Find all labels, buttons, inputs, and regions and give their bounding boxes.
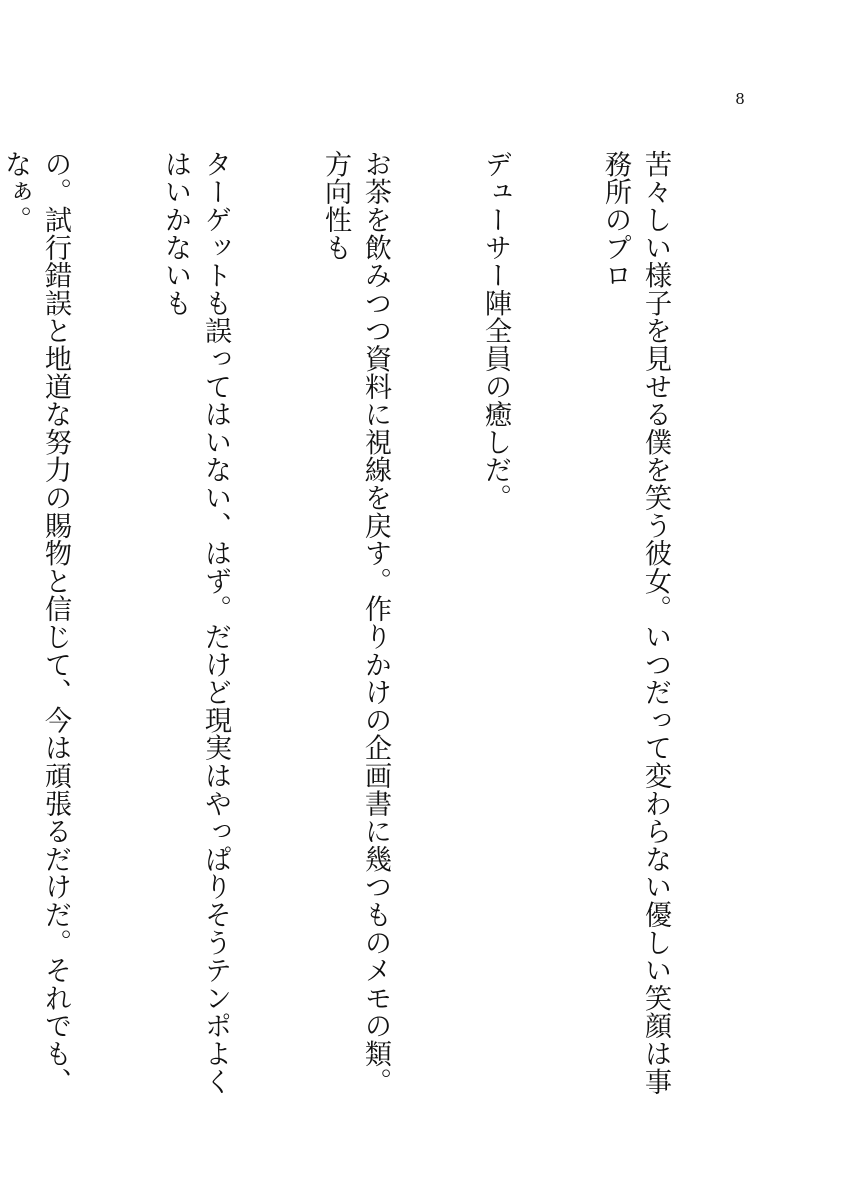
text-line: デューサー陣全員の癒しだ。: [480, 150, 511, 512]
text-line: お茶を飲みつつ資料に視線を戻す。作りかけの企画書に幾つものメモの類。方向性も: [320, 150, 391, 1096]
page-number: 8: [735, 90, 745, 108]
text-line: 苦々しい様子を見せる僕を笑う彼女。いつだって変わらない優しい笑顔は事務所のプロ: [600, 150, 671, 1096]
text-line: の。試行錯誤と地道な努力の賜物と信じて、今は頑張るだけだ。それでも、なぁ。: [0, 150, 71, 1096]
text-line: ターゲットも誤ってはいない、はず。だけど現実はやっぱりそうテンポよくはいかないも: [160, 150, 231, 1096]
vertical-text-body: [0, 150, 755, 1110]
